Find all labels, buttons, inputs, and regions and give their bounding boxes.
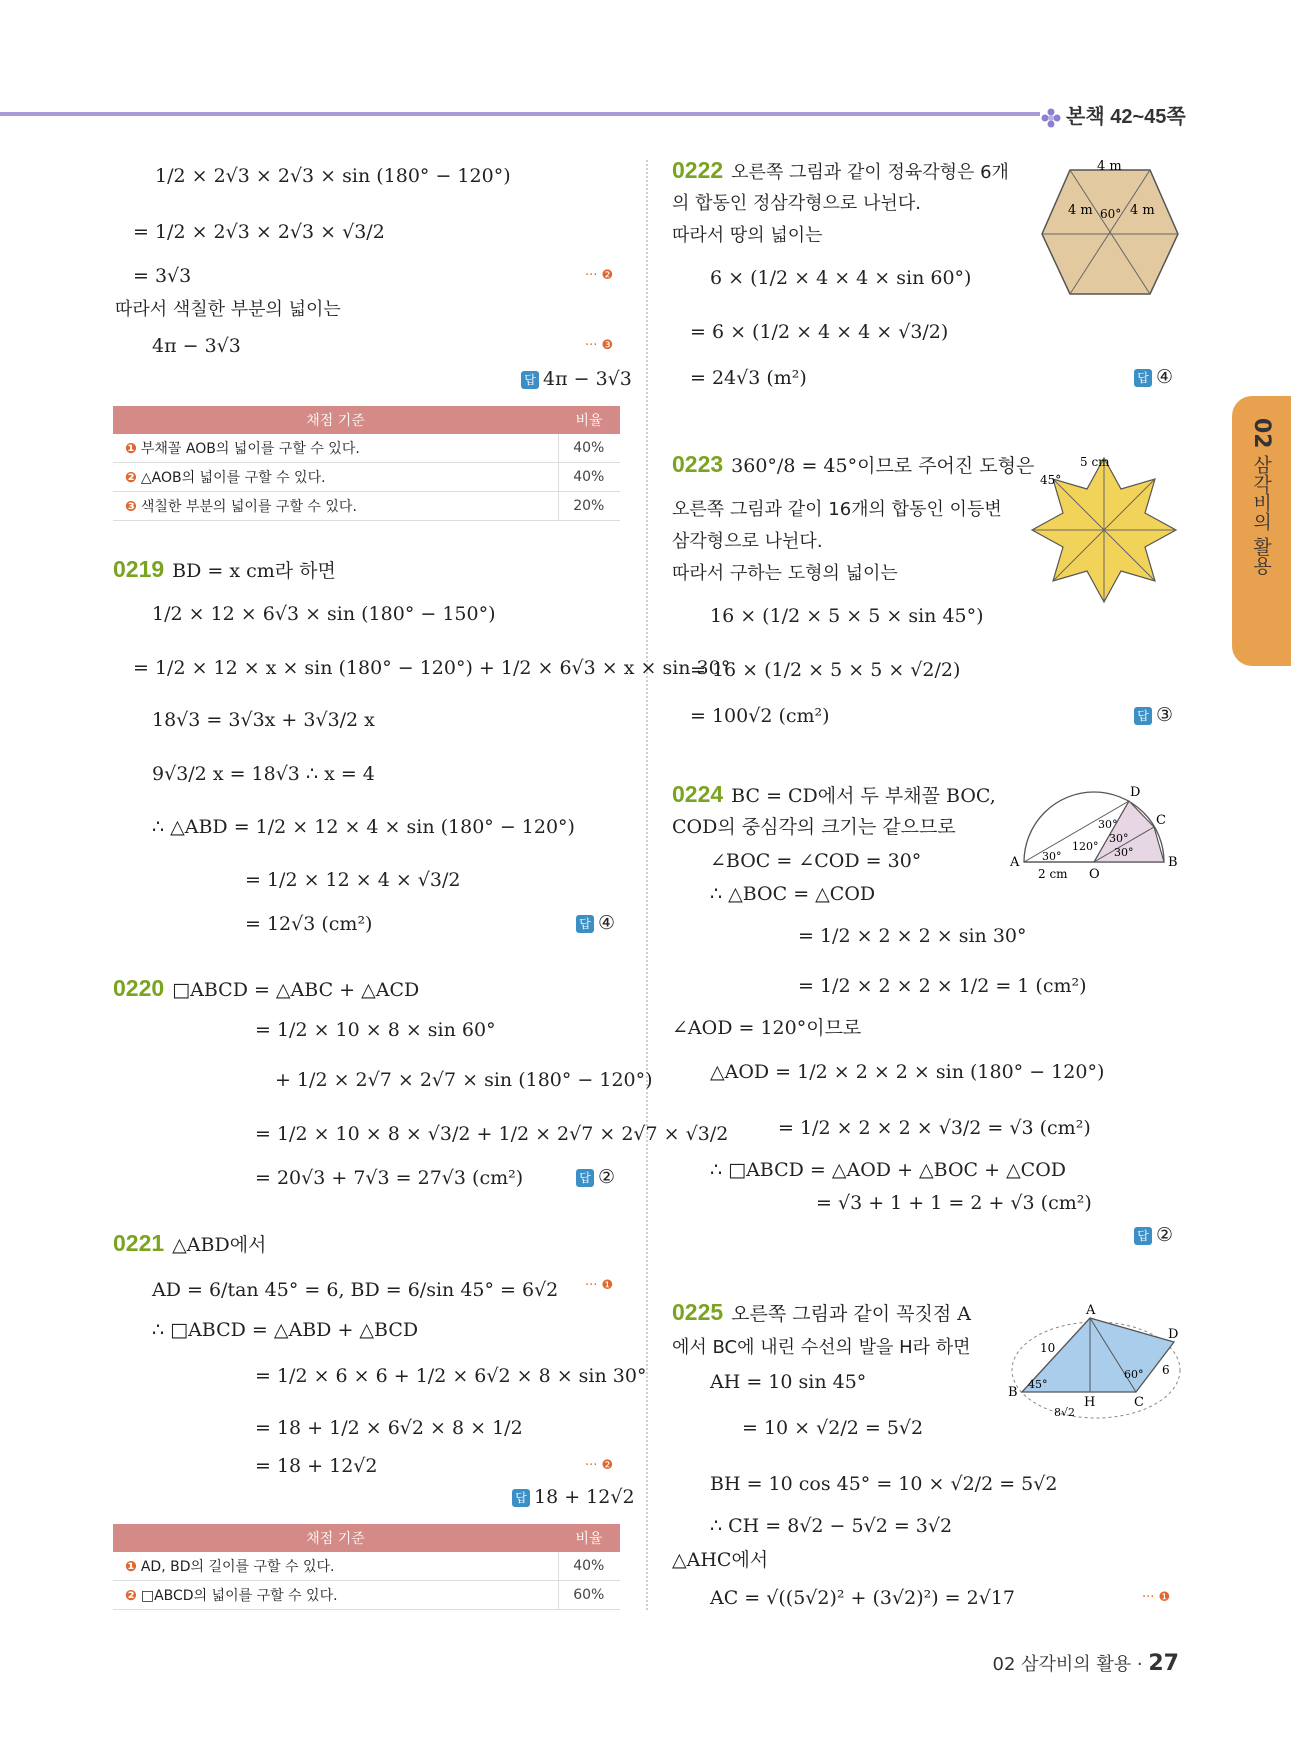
fig224-label-D: D — [1130, 785, 1141, 800]
p222-line-4: 6 × (1/2 × 4 × 4 × sin 60°) — [710, 267, 972, 289]
grading-header-criteria: 채점 기준 — [113, 1524, 558, 1552]
answer-0220: 답 ② — [576, 1166, 615, 1188]
p221-line-5: = 18 + 1/2 × 6√2 × 8 × 1/2 — [255, 1417, 523, 1439]
p219-line-1: 1/2 × 12 × 6√3 × sin (180° − 150°) — [152, 603, 496, 625]
semicircle-figure — [1006, 780, 1182, 880]
answer-icon: 답 — [1134, 369, 1152, 387]
fig224-angle-5: 30° — [1114, 846, 1134, 859]
fig224-label-C: C — [1156, 813, 1166, 828]
step-mark-2: ··· ❷ — [585, 268, 614, 283]
footer-chapter: 02 삼각비의 활용 — [992, 1654, 1132, 1675]
star-label-angle: 45° — [1040, 473, 1062, 487]
answer-0218 — [521, 368, 632, 390]
grading-ratio: 40% — [558, 1552, 620, 1581]
problem-0220-head: 0220 □ABCD = △ABC + △ACD — [113, 975, 420, 1001]
answer-icon: 답 — [521, 371, 539, 389]
problem-0225-head: 0225 오른쪽 그림과 같이 꼭짓점 A — [672, 1299, 971, 1325]
problem-number: 0221 — [113, 1230, 165, 1256]
left-line-3: = 3√3 — [133, 265, 192, 287]
p220-line-2: = 1/2 × 10 × 8 × sin 60° — [255, 1019, 496, 1041]
grading-header-ratio: 비율 — [558, 406, 620, 434]
p221-line-4: = 1/2 × 6 × 6 + 1/2 × 6√2 × 8 × sin 30° — [255, 1365, 647, 1387]
grading-header-criteria: 채점 기준 — [113, 406, 558, 434]
problem-number: 0223 — [672, 451, 724, 477]
p223-line-6: = 16 × (1/2 × 5 × 5 × √2/2) — [690, 659, 961, 681]
step-mark-1: ··· ❶ — [1142, 1590, 1171, 1605]
fig225-label-H: H — [1084, 1395, 1096, 1410]
p223-line-3: 삼각형으로 나뉜다. — [672, 531, 823, 552]
p220-line-3: + 1/2 × 2√7 × 2√7 × sin (180° − 120°) — [275, 1069, 653, 1091]
p224-line-7: ∠AOD = 120°이므로 — [672, 1017, 862, 1039]
p219-line-5: ∴ △ABD = 1/2 × 12 × 4 × sin (180° − 120°) — [152, 816, 575, 838]
p225-line-2: 에서 BC에 내린 수선의 발을 H라 하면 — [672, 1337, 971, 1358]
side-tab-title: 삼각비의 활용 — [1250, 454, 1272, 575]
problem-number: 0220 — [113, 975, 165, 1001]
hex-label-right: 4 m — [1130, 203, 1155, 218]
p223-line-4: 따라서 구하는 도형의 넓이는 — [672, 563, 898, 584]
p221-line-6: = 18 + 12√2 — [255, 1455, 378, 1477]
grading-table-2 — [113, 1524, 620, 1610]
grading-row: ❶ 부채꼴 AOB의 넓이를 구할 수 있다. — [113, 434, 558, 463]
p225-line-4: = 10 × √2/2 = 5√2 — [742, 1417, 924, 1439]
p219-line-2: = 1/2 × 12 × x × sin (180° − 120°) + 1/2 × 6√3 × x × sin 30° — [133, 657, 731, 679]
quadrilateral-figure — [1004, 1302, 1184, 1422]
p225-line-8: AC = √((5√2)² + (3√2)²) = 2√17 — [710, 1587, 1016, 1609]
grading-ratio: 40% — [558, 434, 620, 463]
fig225-angle-1: 45° — [1028, 1378, 1048, 1391]
fig224-angle-2: 120° — [1072, 840, 1099, 853]
p223-line-5: 16 × (1/2 × 5 × 5 × sin 45°) — [710, 605, 984, 627]
grading-ratio: 40% — [558, 463, 620, 492]
p222-line-5: = 6 × (1/2 × 4 × 4 × √3/2) — [690, 321, 949, 343]
side-tab-number: 02 — [1249, 418, 1274, 449]
p222-line-2: 의 합동인 정삼각형으로 나뉜다. — [672, 193, 921, 214]
p221-line-3: ∴ □ABCD = △ABD + △BCD — [152, 1319, 419, 1341]
p224-line-11: = √3 + 1 + 1 = 2 + √3 (cm²) — [816, 1192, 1092, 1214]
left-line-2: = 1/2 × 2√3 × 2√3 × √3/2 — [133, 221, 385, 243]
answer-icon: 답 — [576, 1169, 594, 1187]
p223-line-7: = 100√2 (cm²) — [690, 705, 830, 727]
hex-label-angle: 60° — [1100, 207, 1122, 221]
answer-0223: 답 ③ — [1134, 704, 1173, 726]
p225-line-7: △AHC에서 — [672, 1549, 769, 1571]
problem-0224-head: 0224 BC = CD에서 두 부채꼴 BOC, — [672, 781, 996, 807]
answer-0222: 답 ④ — [1134, 366, 1173, 388]
grading-ratio: 20% — [558, 492, 620, 521]
p219-line-3: 18√3 = 3√3x + 3√3/2 x — [152, 709, 375, 731]
p225-line-3: AH = 10 sin 45° — [710, 1371, 867, 1393]
answer-0221: 답 18 + 12√2 — [512, 1486, 635, 1508]
p223-line-2: 오른쪽 그림과 같이 16개의 합동인 이등변 — [672, 499, 1002, 520]
hex-label-left: 4 m — [1068, 203, 1093, 218]
p224-line-9: = 1/2 × 2 × 2 × √3/2 = √3 (cm²) — [778, 1117, 1091, 1139]
star-label-len: 5 cm — [1080, 455, 1110, 469]
answer-0218-value: 4π − 3√3 — [543, 368, 632, 390]
p219-line-4: 9√3/2 x = 18√3 ∴ x = 4 — [152, 763, 375, 785]
grading-row: ❷ □ABCD의 넓이를 구할 수 있다. — [113, 1581, 558, 1610]
page-footer: 02 삼각비의 활용 · 27 — [992, 1651, 1179, 1676]
page-reference — [1040, 100, 1186, 129]
p222-line-6: = 24√3 (m²) — [690, 367, 807, 389]
fig225-label-ab: 10 — [1040, 1341, 1056, 1355]
p224-line-6: = 1/2 × 2 × 2 × 1/2 = 1 (cm²) — [798, 975, 1087, 997]
problem-number: 0225 — [672, 1299, 724, 1325]
column-divider — [646, 160, 648, 1610]
fig224-label-O: O — [1089, 867, 1100, 880]
p220-line-4: = 1/2 × 10 × 8 × √3/2 + 1/2 × 2√7 × 2√7 × √3/2 — [255, 1123, 729, 1145]
fig224-label-A: A — [1010, 855, 1020, 870]
p221-line-2: AD = 6/tan 45° = 6, BD = 6/sin 45° = 6√2 — [152, 1279, 559, 1301]
answer-icon: 답 — [1134, 1227, 1152, 1245]
fig225-label-A: A — [1086, 1303, 1096, 1318]
hexagon-figure — [1040, 158, 1180, 298]
step-mark-3: ··· ❸ — [585, 338, 614, 353]
fig225-label-cd: 6 — [1162, 1363, 1170, 1377]
answer-icon: 답 — [512, 1489, 530, 1507]
fig225-angle-2: 60° — [1124, 1368, 1144, 1381]
flower-dots-icon — [1040, 107, 1062, 129]
answer-icon: 답 — [576, 915, 594, 933]
problem-number: 0224 — [672, 781, 724, 807]
step-mark-1: ··· ❶ — [585, 1278, 614, 1293]
fig225-label-C: C — [1134, 1395, 1144, 1410]
fig225-label-D: D — [1168, 1327, 1179, 1342]
left-line-1: 1/2 × 2√3 × 2√3 × sin (180° − 120°) — [155, 165, 511, 187]
left-line-5: 4π − 3√3 — [152, 335, 241, 357]
fig224-angle-1: 30° — [1042, 850, 1062, 863]
p220-line-5: = 20√3 + 7√3 = 27√3 (cm²) — [255, 1167, 524, 1189]
p225-line-5: BH = 10 cos 45° = 10 × √2/2 = 5√2 — [710, 1473, 1058, 1495]
left-line-4: 따라서 색칠한 부분의 넓이는 — [115, 299, 341, 320]
fig224-label-len: 2 cm — [1038, 867, 1068, 880]
p222-line-3: 따라서 땅의 넓이는 — [672, 225, 823, 246]
problem-number: 0219 — [113, 556, 165, 582]
page-reference-text: 본책 42~45쪽 — [1066, 106, 1186, 128]
fig225-label-bc: 8√2 — [1054, 1406, 1076, 1419]
problem-0221-head: 0221 △ABD에서 — [113, 1230, 267, 1256]
chapter-side-tab-text — [1245, 418, 1275, 575]
p219-line-6: = 1/2 × 12 × 4 × √3/2 — [245, 869, 461, 891]
problem-0223-head: 0223 360°/8 = 45°이므로 주어진 도형은 — [672, 451, 1035, 477]
p224-line-8: △AOD = 1/2 × 2 × 2 × sin (180° − 120°) — [710, 1061, 1105, 1083]
p224-line-5: = 1/2 × 2 × 2 × sin 30° — [798, 925, 1027, 947]
fig224-angle-3: 30° — [1098, 818, 1118, 831]
answer-0219: 답 ④ — [576, 912, 615, 934]
grading-table-1 — [113, 406, 620, 521]
p219-line-7: = 12√3 (cm²) — [245, 913, 373, 935]
grading-row: ❸ 색칠한 부분의 넓이를 구할 수 있다. — [113, 492, 558, 521]
problem-0222-head: 0222 오른쪽 그림과 같이 정육각형은 6개 — [672, 157, 1009, 183]
page-number: 27 — [1148, 1651, 1179, 1676]
fig225-label-B: B — [1008, 1385, 1018, 1400]
header-rule — [0, 112, 1040, 116]
p224-line-10: ∴ □ABCD = △AOD + △BOC + △COD — [710, 1159, 1067, 1181]
answer-0224: 답 ② — [1134, 1224, 1173, 1246]
fig224-label-B: B — [1168, 855, 1178, 870]
p224-line-4: ∴ △BOC = △COD — [710, 883, 876, 905]
p225-line-6: ∴ CH = 8√2 − 5√2 = 3√2 — [710, 1515, 953, 1537]
fig224-angle-4: 30° — [1109, 832, 1129, 845]
grading-header-ratio: 비율 — [558, 1524, 620, 1552]
step-mark-2: ··· ❷ — [585, 1458, 614, 1473]
p224-line-3: ∠BOC = ∠COD = 30° — [710, 850, 922, 872]
problem-number: 0222 — [672, 157, 724, 183]
grading-row: ❷ △AOB의 넓이를 구할 수 있다. — [113, 463, 558, 492]
hex-label-top: 4 m — [1097, 159, 1122, 174]
grading-row: ❶ AD, BD의 길이를 구할 수 있다. — [113, 1552, 558, 1581]
p224-line-2: COD의 중심각의 크기는 같으므로 — [672, 816, 956, 838]
answer-icon: 답 — [1134, 707, 1152, 725]
problem-0219-head: 0219 BD = x cm라 하면 — [113, 556, 336, 582]
grading-ratio: 60% — [558, 1581, 620, 1610]
star-figure — [1030, 454, 1180, 604]
